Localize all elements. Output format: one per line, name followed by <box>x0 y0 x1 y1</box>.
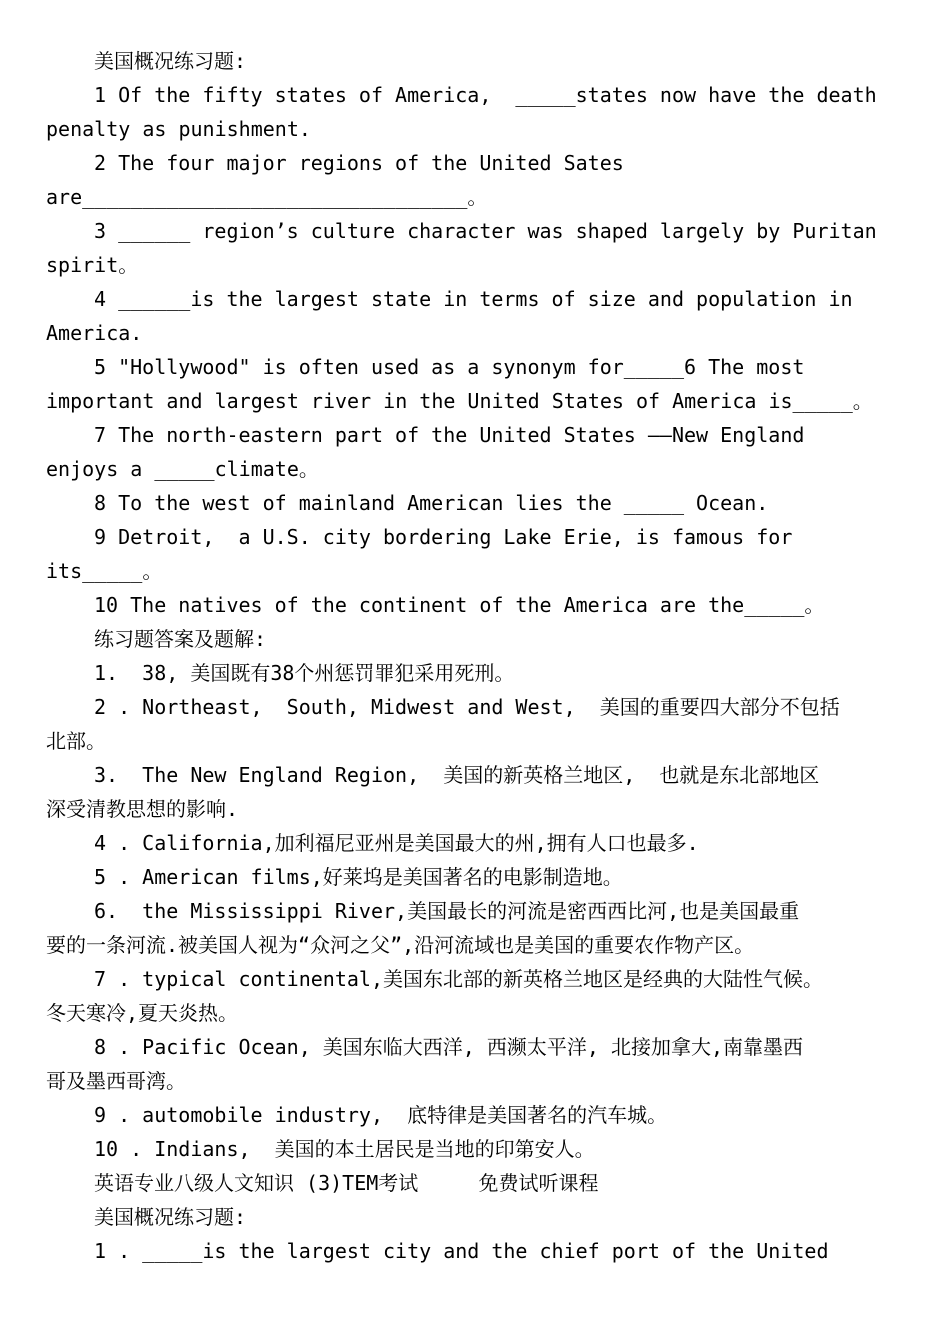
question-1-part-2: 1 . _____is the largest city and the chief port of the United <box>94 1239 829 1263</box>
question-1-cont: penalty as punishment. <box>46 117 311 141</box>
answer-7: 7 . typical continental,美国东北部的新英格兰地区是经典的大陆性气候。 <box>94 967 823 991</box>
question-8: 8 To the west of mainland American lies the _____ Ocean. <box>94 491 769 515</box>
answer-9: 9 . automobile industry, 底特律是美国著名的汽车城。 <box>94 1103 668 1127</box>
question-7: 7 The north-eastern part of the United States ——New England <box>94 423 805 447</box>
answer-7-cont: 冬天寒冷,夏天炎热。 <box>46 1001 239 1025</box>
question-4: 4 ______is the largest state in terms of size and population in <box>94 287 853 311</box>
question-3-cont: spirit。 <box>46 253 139 277</box>
answer-6: 6. the Mississippi River,美国最长的河流是密西西比河,也是美国最重 <box>94 899 800 923</box>
answer-8: 8 . Pacific Ocean, 美国东临大西洋, 西濒太平洋, 北接加拿大,南靠墨西 <box>94 1035 803 1059</box>
question-2: 2 The four major regions of the United Sates <box>94 151 624 175</box>
question-9-cont: its_____。 <box>46 559 163 583</box>
question-1: 1 Of the fifty states of America, _____states now have the death <box>94 83 877 107</box>
answer-4: 4 . California,加利福尼亚州是美国最大的州,拥有人口也最多. <box>94 831 699 855</box>
answer-3: 3. The New England Region, 美国的新英格兰地区, 也就是东北部地区 <box>94 763 820 787</box>
answer-1: 1. 38, 美国既有38个州惩罚罪犯采用死刑。 <box>94 661 515 685</box>
question-4-cont: America. <box>46 321 143 345</box>
answer-6-cont: 要的一条河流.被美国人视为“众河之父”,沿河流域也是美国的重要农作物产区。 <box>46 933 755 957</box>
answer-8-cont: 哥及墨西哥湾。 <box>46 1069 186 1093</box>
answer-3-cont: 深受清教思想的影响. <box>46 797 239 821</box>
answer-2: 2 . Northeast, South, Midwest and West, 美国的重要四大部分不包括 <box>94 695 840 719</box>
answer-10: 10 . Indians, 美国的本土居民是当地的印第安人。 <box>94 1137 595 1161</box>
question-3: 3 ______ region’s culture character was shaped largely by Puritan <box>94 219 877 243</box>
question-5: 5 "Hollywood" is often used as a synonym for_____6 The most <box>94 355 805 379</box>
question-7-cont: enjoys a _____climate。 <box>46 457 319 481</box>
question-2-cont: are________________________________。 <box>46 185 488 209</box>
question-6-cont: important and largest river in the United States of America is_____。 <box>46 389 873 413</box>
answers-heading: 练习题答案及题解: <box>94 627 267 651</box>
answer-2-cont: 北部。 <box>46 729 106 753</box>
question-9: 9 Detroit, a U.S. city bordering Lake Erie, is famous for <box>94 525 793 549</box>
question-10: 10 The natives of the continent of the America are the_____。 <box>94 593 825 617</box>
section-heading-2: 美国概况练习题: <box>94 1205 247 1229</box>
section-heading: 美国概况练习题: <box>94 49 247 73</box>
answer-5: 5 . American films,好莱坞是美国著名的电影制造地。 <box>94 865 623 889</box>
course-title: 英语专业八级人文知识 (3)TEM考试 免费试听课程 <box>94 1171 599 1195</box>
